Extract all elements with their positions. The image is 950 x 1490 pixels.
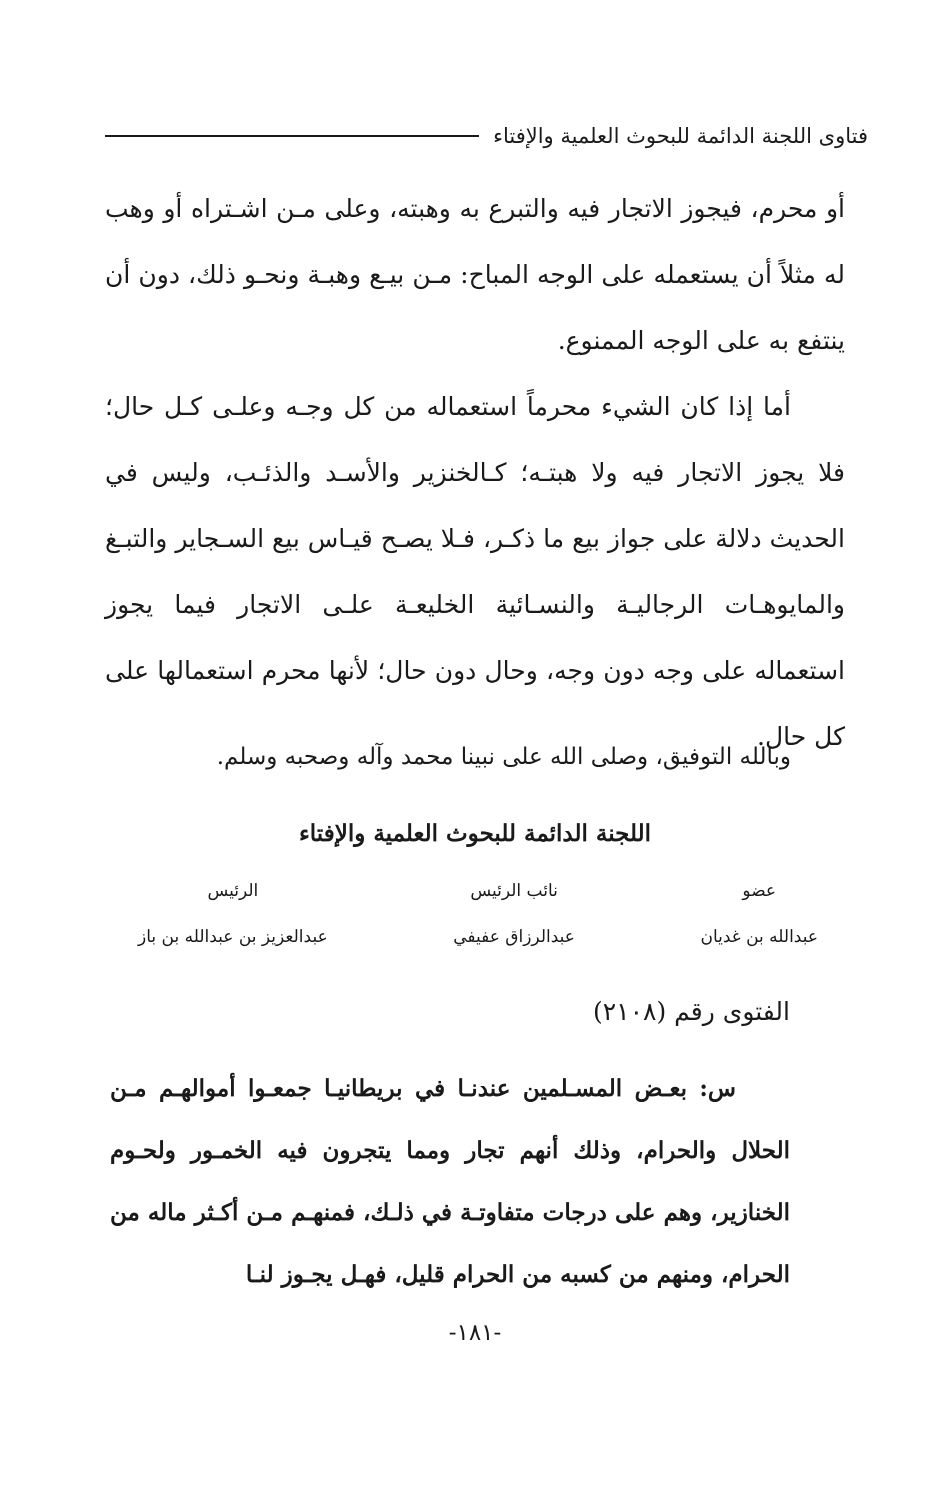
page-number: -١٨١- xyxy=(448,1320,502,1346)
fatwa-number: الفتوى رقم (٢١٠٨) xyxy=(592,997,790,1026)
signatory-role: الرئيس xyxy=(207,881,259,901)
header-rule xyxy=(105,135,479,137)
answer-paragraph-2: أما إذا كان الشيء محرماً استعماله من كل وجـه وعلـى كـل حال؛ فلا يجوز الاتجار فيه ولا هبتـه؛ كـالخنزير والأسـد والذئـب، وليس في الحديث دلالة على جواز بيع ما ذكـر، فـلا يصـح قيـاس بيع السـجاير والتبـغ والمايوهـات الرجاليـة والنسـائية الخليعـة علـى الاتجار فيما يجوز استعماله على وجه دون وجه، وحال دون حال؛ لأنها محرم استعمالها على كل حال. xyxy=(105,392,845,751)
signatory-member xyxy=(700,876,818,952)
question-text: س: بعـض المسـلمين عندنـا في بريطانيـا جمعـوا أموالهـم مـن الحلال والحرام، وذلك أنهم تجار ومما يتجرون فيه الخمـور ولحـوم الخنازير، وهم على درجات متفاوتـة في ذلـك، فمنهـم مـن أكـثر ماله من الحرام، ومنهم من كسبه من الحرام قليل، فهـل يجـوز لنـا xyxy=(110,1075,790,1288)
signatory-name: عبدالعزيز بن عبدالله بن باز xyxy=(138,927,328,947)
committee-name: اللجنة الدائمة للبحوث العلمية والإفتاء xyxy=(298,820,652,847)
header-title: فتاوى اللجنة الدائمة للبحوث العلمية والإفتاء xyxy=(493,124,868,148)
signatory-chairman xyxy=(138,876,328,952)
signatory-deputy-chairman xyxy=(453,876,575,952)
signatories xyxy=(138,876,818,952)
signatory-name: عبدالله بن غديان xyxy=(700,927,818,947)
answer-body xyxy=(105,176,845,770)
signatory-role: نائب الرئيس xyxy=(470,881,558,901)
answer-paragraph-1: أو محرم، فيجوز الاتجار فيه والتبرع به وهبته، وعلى مـن اشـتراه أو وهب له مثلاً أن يستعمله على الوجه المباح: مـن بيـع وهبـة ونحـو ذلك، دون أن ينتفع به على الوجه الممنوع. xyxy=(105,194,845,355)
running-header xyxy=(105,116,868,156)
signatory-name: عبدالرزاق عفيفي xyxy=(453,927,575,947)
signatory-role: عضو xyxy=(742,881,777,901)
closing-formula: وبالله التوفيق، وصلى الله على نبينا محمد وآله وصحبه وسلم. xyxy=(216,744,791,770)
